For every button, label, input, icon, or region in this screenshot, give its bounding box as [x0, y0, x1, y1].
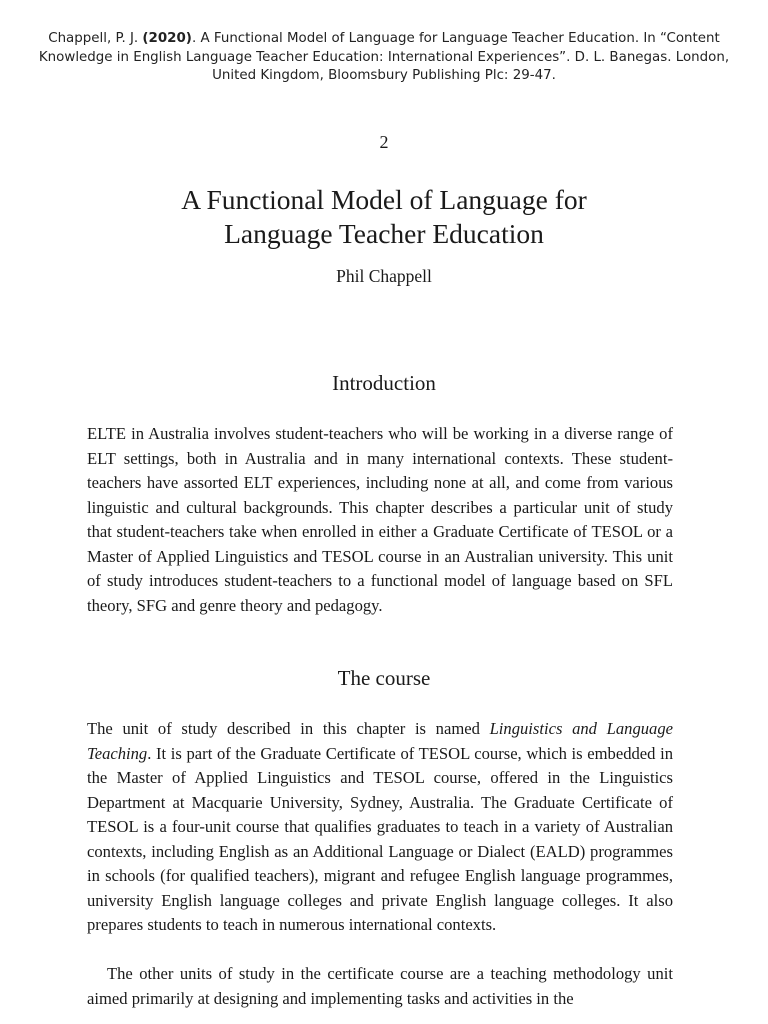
author-name: Phil Chappell	[336, 266, 432, 286]
section-heading-introduction: Introduction	[332, 371, 436, 395]
citation-header	[30, 30, 738, 86]
introduction-paragraph: ELTE in Australia involves student-teachers who will be working in a diverse range of ELT settings, both in Australia and in many international contexts. These student-teachers have assorted ELT experiences, including none at all, and come from various linguistic and cultural backgrounds. This chapter describes a particular unit of study that student-teachers take when enrolled in either a Graduate Certificate of TESOL or a Master of Applied Linguistics and TESOL course in an Australian university. This unit of study introduces student-teachers to a functional model of language based on SFL theory, SFG and genre theory and pedagogy.	[87, 424, 673, 615]
chapter-title-line2: Language Teacher Education	[224, 218, 544, 249]
course-unit-name: Linguistics and Language Teaching	[87, 719, 674, 763]
course-p1-text-end: . It is part of the Graduate Certificate of TESOL course, which is embedded in the Master of Applied Linguistics and TESOL course, offered in the Linguistics Department at Macquarie University, Sydney, Australia. The Graduate Certificate of TESOL is a four-unit course that qualifies graduates to teach in a variety of Australian contexts, including English as an Additional Language or Dialect (EALD) programmes in schools (for qualified teachers), migrant and refugee English language programmes, university English language colleges and private English language colleges. It also prepares students to teach in numerous international contexts.	[87, 743, 673, 934]
course-paragraph-1	[87, 717, 673, 938]
citation-suffix: . A Functional Model of Language for Language Teacher Education. In “Content Knowledge in English Language Teacher Education: International Experiences”. D. L. Banegas. London, United Kingdom, Bloomsbury Publishing Plc: 29-47.	[38, 31, 730, 83]
section-heading-course: The course	[337, 666, 431, 690]
chapter-number: 2	[379, 132, 389, 152]
chapter-title	[0, 183, 768, 251]
citation-prefix: Chappell, P. J.	[48, 31, 143, 46]
course-p1-text-start: The unit of study described in this chapter is named	[87, 719, 490, 738]
chapter-title-line1: A Functional Model of Language for	[181, 184, 587, 215]
citation-year: (2020)	[142, 31, 192, 46]
course-paragraph-2: The other units of study in the certificate course are a teaching methodology unit aimed primarily at designing and implementing tasks and activities in the	[87, 964, 673, 1008]
